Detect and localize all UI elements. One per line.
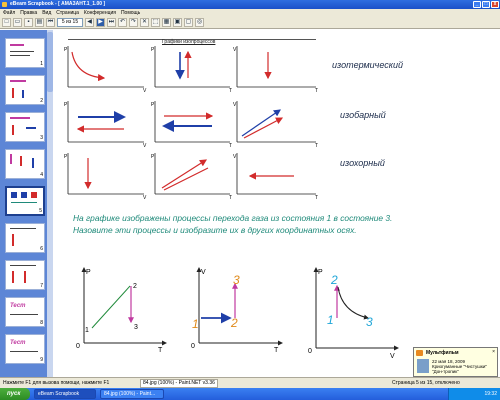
thumbnail-number: 4 bbox=[40, 172, 43, 178]
line-diagonal bbox=[164, 168, 208, 190]
first-page-icon[interactable]: ⏮ bbox=[47, 19, 54, 25]
menu-help[interactable]: Помощь bbox=[120, 10, 141, 16]
start-button[interactable]: пуск bbox=[0, 388, 30, 400]
sidebar-scrollbar[interactable] bbox=[47, 30, 53, 377]
axis-label: V bbox=[233, 102, 237, 108]
thumbnail-title: Тест bbox=[10, 303, 26, 309]
taskbar-item[interactable]: eBeam Scrapbook bbox=[34, 389, 96, 399]
question-text: На графике изображены процессы перехода газа из состояния 1 в состояние 3. Назовите эти процессы и изобразите их в других координатных осях. bbox=[73, 213, 393, 235]
axis-label: V bbox=[390, 353, 395, 360]
thumbnail-title: Тест bbox=[10, 340, 26, 346]
popup-line: 22 мая 18, 2009 bbox=[432, 359, 466, 364]
page-counter[interactable]: 5 из 15 bbox=[57, 18, 83, 27]
status-page: Страница 5 из 15, отключено bbox=[392, 380, 460, 386]
origin-label: 0 bbox=[76, 343, 80, 350]
arrow-diagonal bbox=[162, 160, 206, 188]
axis-label: V bbox=[233, 154, 237, 160]
page-thumbnail-current[interactable] bbox=[5, 186, 45, 216]
graph-r2c2 bbox=[151, 101, 232, 149]
app-icon bbox=[2, 2, 7, 7]
axis-label: P bbox=[64, 47, 68, 53]
taskbar bbox=[0, 388, 500, 400]
axis-label: V bbox=[233, 47, 237, 53]
page-thumbnail[interactable] bbox=[5, 260, 45, 290]
page-thumbnail[interactable] bbox=[5, 297, 45, 327]
axis-label: P bbox=[64, 102, 68, 108]
point-label: 3 bbox=[134, 324, 138, 331]
axis-label: P bbox=[86, 269, 91, 276]
axis-label: T bbox=[229, 195, 233, 201]
point-label: 1 bbox=[192, 317, 199, 331]
thumbnail-number: 9 bbox=[40, 357, 43, 363]
axis-label: T bbox=[315, 195, 319, 201]
page-sorter-sidebar bbox=[0, 30, 53, 377]
big-graph-pt bbox=[76, 268, 166, 354]
page-thumbnail[interactable] bbox=[5, 334, 45, 364]
axis-label: P bbox=[64, 154, 68, 160]
graph-r2c3 bbox=[233, 101, 318, 149]
point-label: 2 bbox=[331, 273, 338, 287]
window-controls bbox=[473, 1, 499, 8]
prev-page-icon[interactable]: ◀ bbox=[85, 18, 94, 27]
last-page-icon[interactable]: ⏭ bbox=[108, 19, 115, 25]
new-icon[interactable]: □ bbox=[2, 18, 11, 27]
origin-label: 0 bbox=[308, 348, 312, 355]
point-label: 1 bbox=[85, 327, 89, 334]
scrollbar-thumb[interactable] bbox=[47, 32, 53, 92]
axis-label: P bbox=[151, 154, 155, 160]
axis-label: P bbox=[151, 47, 155, 53]
graph-r3c3 bbox=[233, 153, 318, 201]
page-thumbnail[interactable] bbox=[5, 112, 45, 142]
axis-label: T bbox=[158, 347, 163, 354]
taskbar-item[interactable]: 84.jpg (100%) - Paint... bbox=[100, 389, 164, 399]
axis-label: V bbox=[143, 88, 147, 94]
popup-title: Мультфильм bbox=[426, 350, 459, 356]
axis-label: T bbox=[274, 347, 279, 354]
delete-icon[interactable]: ✕ bbox=[141, 19, 148, 25]
menu-bar bbox=[0, 9, 500, 17]
thumbnail-number: 5 bbox=[39, 208, 42, 214]
fill-icon[interactable]: ▣ bbox=[174, 19, 181, 25]
slide-header: Графики изопроцессов bbox=[162, 39, 216, 45]
toolbar bbox=[0, 17, 500, 29]
label-isothermal: изотермический bbox=[332, 60, 403, 70]
menu-file[interactable]: Файл bbox=[3, 10, 16, 16]
status-task: 84.jpg (100%) - Paint.NET v3.36 bbox=[140, 379, 218, 388]
label-isobaric: изобарный bbox=[340, 110, 386, 120]
menu-edit[interactable]: Правка bbox=[20, 10, 38, 16]
next-page-icon[interactable]: ▶ bbox=[96, 18, 105, 27]
status-bar bbox=[0, 377, 500, 388]
minimize-button[interactable]: _ bbox=[473, 1, 481, 8]
thumbnail-number: 6 bbox=[40, 246, 43, 252]
popup-line: Криогуманные "Чистушки" "Дон-тропик" bbox=[432, 364, 487, 374]
axis-label: T bbox=[229, 143, 233, 149]
menu-conference[interactable]: Конференция bbox=[83, 10, 116, 16]
axis-label: P bbox=[318, 269, 323, 276]
window-title: eBeam Scrapbook - [ АМАЗАНТ.1_1.00 ] bbox=[10, 1, 106, 7]
close-icon[interactable]: × bbox=[492, 349, 495, 355]
point-label: 2 bbox=[133, 283, 137, 290]
undo-icon[interactable]: ↶ bbox=[119, 19, 126, 25]
graph-r1c2 bbox=[151, 46, 232, 94]
graph-r1c3 bbox=[233, 46, 318, 94]
menu-page[interactable]: Страница bbox=[56, 10, 79, 16]
isotherm-curve bbox=[72, 52, 104, 78]
title-bar[interactable] bbox=[0, 0, 500, 9]
point-label: 2 bbox=[231, 316, 238, 330]
conference-icon[interactable]: ◎ bbox=[196, 19, 203, 25]
page-thumbnail[interactable] bbox=[5, 223, 45, 253]
axis-label: T bbox=[229, 88, 233, 94]
popup-thumbnail bbox=[417, 359, 429, 373]
notification-popup[interactable] bbox=[413, 347, 498, 377]
thumbnail-number: 2 bbox=[40, 98, 43, 104]
screen-icon[interactable]: ▢ bbox=[185, 19, 192, 25]
tv-icon bbox=[416, 350, 423, 356]
graph-r1c1 bbox=[64, 46, 147, 94]
point-label: 3 bbox=[366, 315, 373, 329]
thumbnail-number: 3 bbox=[40, 135, 43, 141]
graph-r3c1 bbox=[64, 153, 147, 201]
axis-label: V bbox=[201, 269, 206, 276]
thumbnail-number: 7 bbox=[40, 283, 43, 289]
color-icon[interactable]: ▦ bbox=[163, 19, 170, 25]
maximize-button[interactable]: □ bbox=[482, 1, 490, 8]
select-icon[interactable]: ⬚ bbox=[152, 19, 159, 25]
point-label: 3 bbox=[233, 273, 240, 287]
clock: 19:32 bbox=[484, 391, 497, 397]
graphs-svg bbox=[54, 30, 500, 377]
open-icon[interactable]: ▭ bbox=[14, 19, 21, 25]
thumbnail-number: 8 bbox=[40, 320, 43, 326]
axis-label: T bbox=[315, 88, 319, 94]
point-label: 1 bbox=[327, 313, 334, 327]
close-button[interactable]: x bbox=[491, 1, 499, 8]
slide-canvas[interactable] bbox=[54, 30, 500, 377]
graph-r2c1 bbox=[64, 101, 147, 149]
graph-r3c2 bbox=[151, 153, 232, 201]
menu-view[interactable]: Вид bbox=[42, 10, 52, 16]
process-line-12 bbox=[92, 286, 130, 328]
page-thumbnail[interactable] bbox=[5, 75, 45, 105]
print-icon[interactable]: ▤ bbox=[36, 19, 43, 25]
thumbnail-number: 1 bbox=[40, 61, 43, 67]
axis-label: T bbox=[315, 143, 319, 149]
process-curve-23 bbox=[338, 287, 368, 318]
label-isochoric: изохорный bbox=[340, 158, 385, 168]
big-graph-vt bbox=[191, 268, 282, 354]
arrow-diagonal bbox=[242, 110, 280, 136]
page-thumbnail[interactable] bbox=[5, 38, 45, 68]
origin-label: 0 bbox=[191, 343, 195, 350]
save-icon[interactable]: ▪ bbox=[24, 18, 33, 27]
redo-icon[interactable]: ↷ bbox=[130, 19, 137, 25]
axis-label: V bbox=[143, 143, 147, 149]
axis-label: P bbox=[151, 102, 155, 108]
status-help: Нажмите F1 для вызова помощи, нажмите F1 bbox=[3, 380, 110, 386]
page-thumbnail[interactable] bbox=[5, 149, 45, 179]
system-tray bbox=[448, 388, 500, 400]
axis-label: V bbox=[143, 195, 147, 201]
big-graph-pv bbox=[308, 268, 398, 360]
